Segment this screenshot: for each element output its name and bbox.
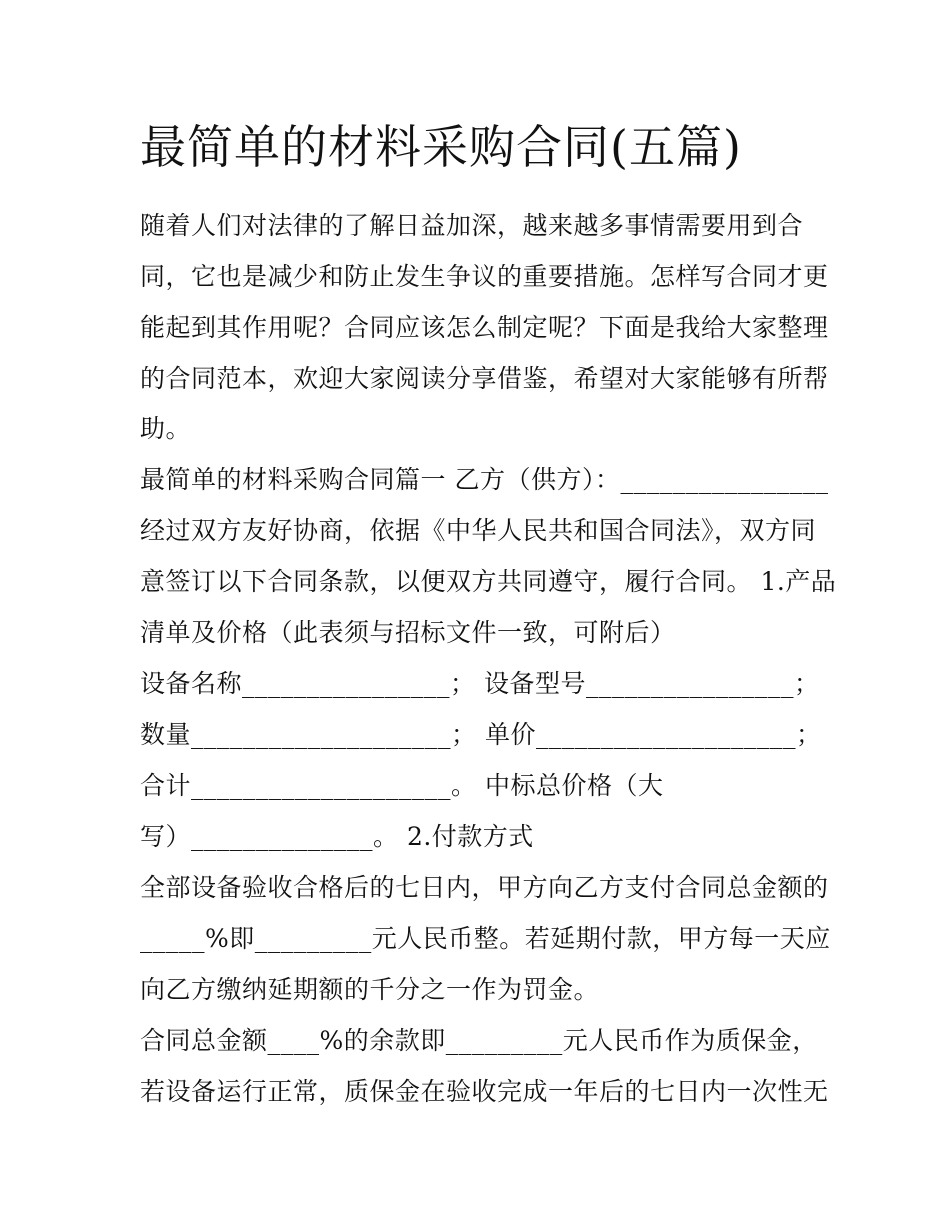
body-line: 助。 xyxy=(140,414,192,443)
document-title: 最简单的材料采购合同(五篇) xyxy=(140,120,742,174)
body-line: 若设备运行正常，质保金在验收完成一年后的七日内一次性无 xyxy=(140,1077,829,1106)
body-line: 最简单的材料采购合同篇一 乙方（供方）：________________ xyxy=(140,465,829,494)
body-line: 数量____________________； 单价____________________； xyxy=(140,720,822,749)
body-line: _____%即_________元人民币整。若延期付款，甲方每一天应 xyxy=(140,924,831,953)
body-line: 全部设备验收合格后的七日内，甲方向乙方支付合同总金额的 xyxy=(140,873,829,902)
body-line: 经过双方友好协商，依据《中华人民共和国合同法》，双方同 xyxy=(140,516,817,545)
body-line: 随着人们对法律的了解日益加深，越来越多事情需要用到合 xyxy=(140,211,804,240)
body-line: 设备名称________________； 设备型号________________； xyxy=(140,669,820,698)
body-line: 合计____________________。 中标总价格（大 xyxy=(140,771,664,800)
body-line: 向乙方缴纳延期额的千分之一作为罚金。 xyxy=(140,975,600,1004)
body-line: 意签订以下合同条款，以便双方共同遵守，履行合同。 1.产品 xyxy=(140,567,837,596)
body-line: 清单及价格（此表须与招标文件一致，可附后） xyxy=(140,618,676,647)
body-line: 能起到其作用呢？合同应该怎么制定呢？下面是我给大家整理 xyxy=(140,313,829,342)
body-line: 写）______________。 2.付款方式 xyxy=(140,822,534,851)
body-line: 的合同范本，欢迎大家阅读分享借鉴，希望对大家能够有所帮 xyxy=(140,364,829,393)
body-line: 同，它也是减少和防止发生争议的重要措施。怎样写合同才更 xyxy=(140,262,829,291)
body-line: 合同总金额____%的余款即_________元人民币作为质保金， xyxy=(140,1026,818,1055)
